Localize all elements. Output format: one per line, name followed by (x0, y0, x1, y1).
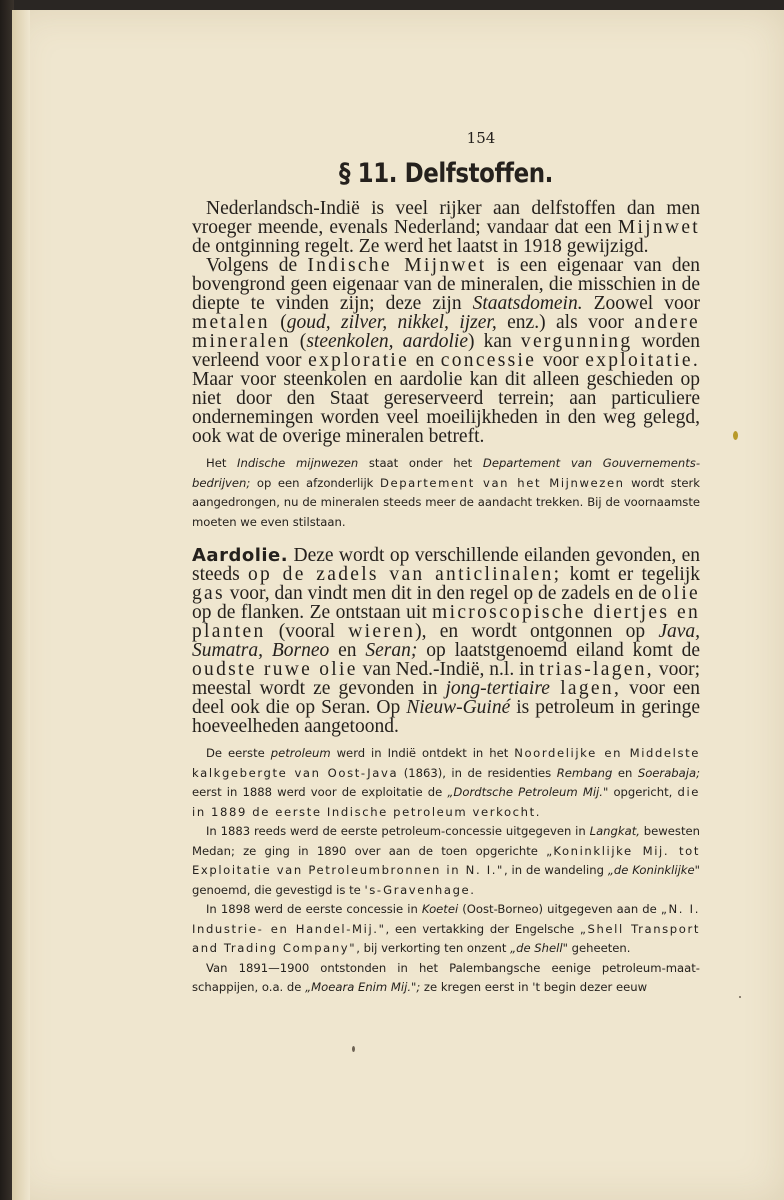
page-content (192, 128, 700, 998)
note-palembang: Van 1891—1900 ontstonden in het Palembangsche eenige petroleum-maat-schappijen, o.a. de „Moeara Enim Mij."; ze kregen eerst in 't begin dezer eeuw (192, 960, 700, 994)
paper-speck (739, 996, 741, 998)
paragraph-aardolie: Aardolie. Deze wordt op verschillende eilanden gevonden, en steeds op de zadels van anticlinalen; komt er tegelijk gas voor, dan vindt men dit in den regel op de zadels en de olie op de flanken. Ze ontstaan uit microscopische diertjes en planten (vooral wieren), en wordt ontgonnen op Java, Sumatra, Borneo en Seran; op laatstgenoemd eiland komt de oudste ruwe olie van Ned.-Indië, n.l. in trias-lagen, voor; meestal wordt ze gevonden in jong-tertiaire lagen, voor een deel ook die op Seran. Op Nieuw-Guiné is petroleum in geringe hoeveelheden aangetoond. (192, 545, 701, 737)
page-gutter-shadow (12, 10, 30, 1200)
paper-speck (352, 1046, 355, 1052)
aardolie-heading: Aardolie. (192, 545, 289, 566)
note-eerste-petroleum: De eerste petroleum werd in Indië ontdekt in het Noordelijke en Middelste kalkgebergte van Oost-Java (1863), in de residenties Rembang en Soerabaja; eerst in 1888 werd voor de exploitatie de „Dordtsche Petroleum Mij." opgericht, die in 1889 de eerste Indische petroleum verkocht. (192, 746, 701, 819)
ink-stain (733, 431, 738, 440)
page-number: 154 (466, 129, 496, 147)
section-title: § 11. Delfstoffen. (339, 158, 553, 189)
paragraph-mijnwet: Volgens de Indische Mijnwet is een eigenaar van den bovengrond geen eigenaar van de mineralen, die misschien in de diepte te vinden zijn; deze zijn Staatsdomein. Zoowel voor metalen (goud, zilver, nikkel, ijzer, enz.) als voor andere mineralen (steenkolen, aardolie) kan vergunning worden verleend voor exploratie en concessie voor exploitatie. Maar voor steenkolen en aardolie kan dit alleen geschieden op niet door den Staat gereserveerd terrein; aan particuliere ondernemingen worden veel moeilijkheden in den weg gelegd, ook wat de overige mineralen betreft. (192, 255, 701, 447)
paragraph-intro: Nederlandsch-Indië is veel rijker aan delfstoffen dan men vroeger meende, evenals Nederland; vandaar dat een Mijnwet de ontginning regelt. Ze werd het laatst in 1918 gewijzigd. (192, 198, 700, 257)
note-koninklijke: In 1883 reeds werd de eerste petroleum-concessie uitgegeven in Langkat, bewesten Medan; ze ging in 1890 over aan de toen opgerichte „Koninklijke Mij. tot Exploitatie van Petroleumbronnen in N. I.", in de wandeling „de Koninklijke" genoemd, die gevestigd is te 's-Gravenhage. (192, 824, 700, 897)
note-mijnwezen: Het Indische mijnwezen staat onder het Departement van Gouvernements-bedrijven; op een afzonderlijk Departement van het Mijnwezen wordt sterk aangedrongen, nu de mineralen steeds meer de aandacht trekken. Bij de voornaamste moeten we even stilstaan. (192, 456, 701, 529)
note-shell: In 1898 werd de eerste concessie in Koetei (Oost-Borneo) uitgegeven aan de „N. I. Industrie- en Handel-Mij.", een vertakking der Engelsche „Shell Transport and Trading Company", bij verkorting ten onzent „de Shell" geheeten. (192, 902, 700, 955)
